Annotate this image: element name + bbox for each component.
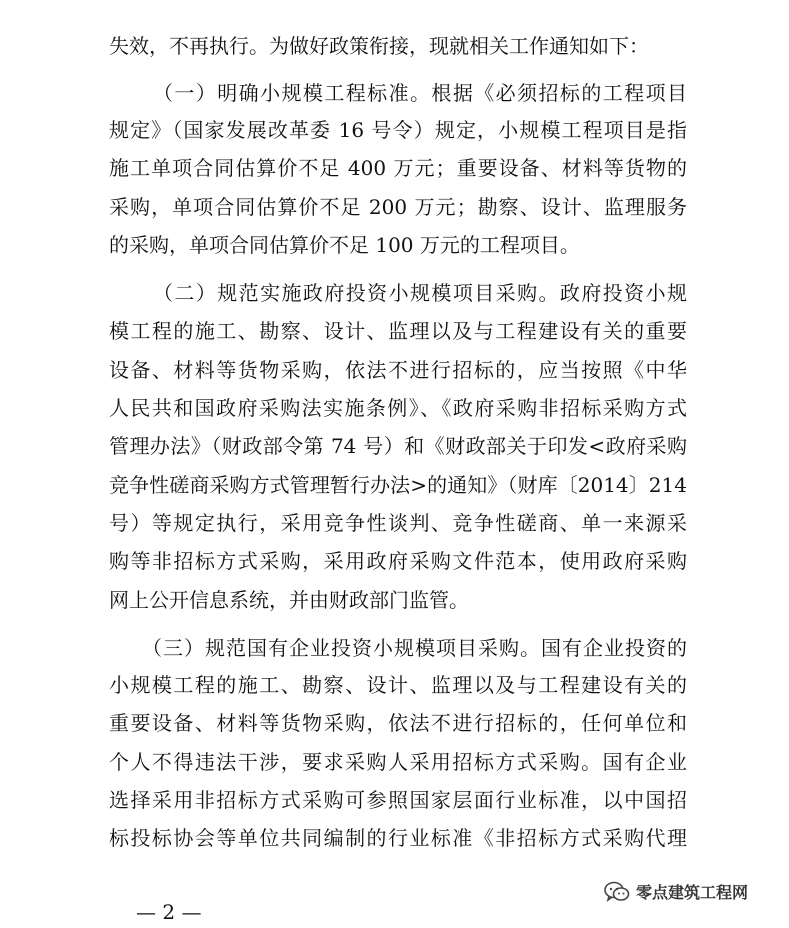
paragraph-line: 小规模工程的施工、勘察、设计、监理以及与工程建设有关的: [109, 673, 687, 697]
paragraph-line: 的采购，单项合同估算价不足 100 万元的工程项目。: [109, 233, 580, 257]
paragraph-line: 设备、材料等货物采购，依法不进行招标的，应当按照《中华: [109, 358, 687, 382]
watermark-text: 零点建筑工程网: [636, 883, 749, 902]
paragraph-line: （二）规范实施政府投资小规模项目采购。政府投资小规: [153, 281, 687, 305]
paragraph-line: 购等非招标方式采购，采用政府采购文件范本，使用政府采购: [109, 549, 687, 573]
paragraph-line: 个人不得违法干涉，要求采购人采用招标方式采购。国有企业: [109, 750, 687, 774]
paragraph-line: 网上公开信息系统，并由财政部门监管。: [109, 588, 469, 612]
paragraph-line: 管理办法》（财政部令第 74 号）和《财政部关于印发<政府采购: [109, 434, 687, 458]
paragraph-line: （三）规范国有企业投资小规模项目采购。国有企业投资的: [142, 636, 687, 660]
paragraph-line: 失效，不再执行。为做好政策衔接，现就相关工作通知如下：: [109, 34, 649, 58]
paragraph-line: 标投标协会等单位共同编制的行业标准《非招标方式采购代理: [109, 826, 687, 850]
page-number: — 2 —: [136, 900, 202, 924]
paragraph-line: 号）等规定执行，采用竞争性谈判、竞争性磋商、单一来源采: [109, 511, 687, 535]
wechat-icon: [604, 881, 630, 903]
paragraph-line: 竞争性磋商采购方式管理暂行办法>的通知》（财库〔2014〕214: [109, 473, 687, 497]
paragraph-line: 施工单项合同估算价不足 400 万元；重要设备、材料等货物的: [109, 156, 687, 180]
paragraph-line: 采购，单项合同估算价不足 200 万元；勘察、设计、监理服务: [109, 195, 687, 219]
paragraph-line: 模工程的施工、勘察、设计、监理以及与工程建设有关的重要: [109, 319, 687, 343]
paragraph-line: 选择采用非招标方式采购可参照国家层面行业标准，以中国招: [109, 788, 687, 812]
watermark: [604, 880, 748, 903]
paragraph-line: （一）明确小规模工程标准。根据《必须招标的工程项目: [153, 81, 687, 105]
paragraph-line: 规定》（国家发展改革委 16 号令）规定，小规模工程项目是指: [109, 118, 687, 142]
paragraph-line: 人民共和国政府采购法实施条例》、《政府采购非招标采购方式: [109, 396, 687, 420]
paragraph-line: 重要设备、材料等货物采购，依法不进行招标的，任何单位和: [109, 711, 687, 735]
